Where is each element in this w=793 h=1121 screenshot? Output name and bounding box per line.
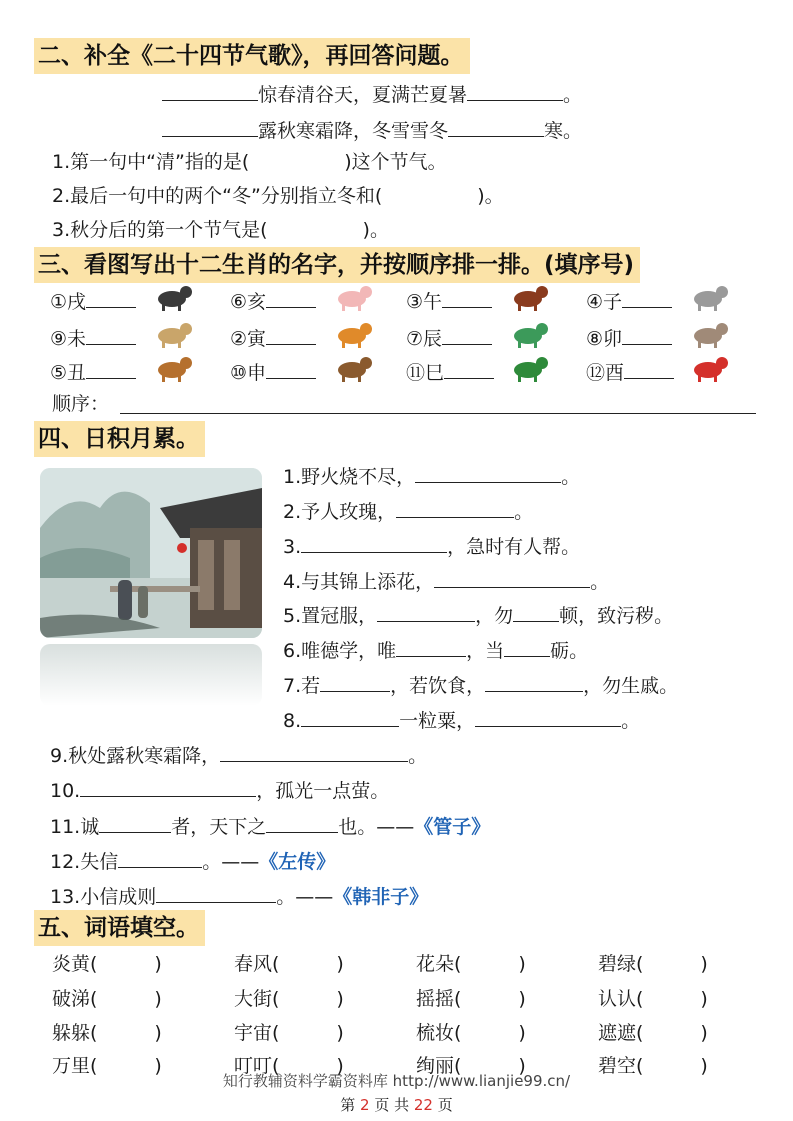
word-fill-item[interactable]: 春风( ) (234, 953, 344, 975)
answer-blank[interactable] (86, 324, 136, 345)
zodiac-label: ⑩申 (230, 362, 267, 384)
word-fill-item[interactable]: 碧空( ) (598, 1055, 708, 1077)
word-fill-item[interactable]: 认认( ) (598, 988, 708, 1010)
rat-icon (688, 281, 730, 313)
answer-blank[interactable] (220, 741, 408, 762)
zodiac-label: ⑤丑 (50, 362, 87, 384)
song-line-2: 露秋寒霜降，冬雪雪冬 寒。 (162, 116, 582, 143)
proverb-line-8: 8. 一粒粟， 。 (283, 706, 640, 733)
answer-blank[interactable] (467, 80, 563, 101)
answer-blank[interactable] (86, 358, 136, 379)
section-4-title: 四、日积月累。 (34, 421, 205, 457)
answer-blank[interactable] (475, 706, 621, 727)
answer-blank[interactable] (156, 882, 276, 903)
answer-blank[interactable] (80, 776, 256, 797)
proverb-line-13: 13.小信成则 。——《韩非子》 (50, 882, 428, 909)
answer-blank[interactable] (320, 671, 390, 692)
zodiac-item (406, 287, 492, 314)
rooster-icon (688, 352, 730, 384)
answer-blank[interactable] (162, 80, 258, 101)
dragon-icon (508, 318, 550, 350)
dog-icon (152, 281, 194, 313)
pig-icon (332, 281, 374, 313)
word-fill-item[interactable]: 叮叮( ) (234, 1055, 344, 1077)
tiger-icon (332, 318, 374, 350)
zodiac-item (586, 287, 672, 314)
proverb-line-12: 12.失信 。——《左传》 (50, 847, 335, 874)
proverb-line-5: 5.置冠服， ，勿 顿，致污秽。 (283, 601, 673, 628)
section-2-title: 二、补全《二十四节气歌》，再回答问题。 (34, 38, 470, 74)
answer-blank[interactable] (118, 847, 202, 868)
word-fill-item[interactable]: 摇摇( ) (416, 988, 526, 1010)
proverb-line-2: 2.予人玫瑰， 。 (283, 497, 533, 524)
zodiac-label: ⑥亥 (230, 291, 267, 313)
question-3: 3.秋分后的第一个节气是( )。 (52, 219, 389, 241)
source-guanzi: 《管子》 (414, 816, 491, 838)
zodiac-label: ②寅 (230, 328, 267, 350)
word-fill-item[interactable]: 炎黄( ) (52, 953, 162, 975)
proverb-line-3: 3. ，急时有人帮。 (283, 532, 580, 559)
answer-blank[interactable] (99, 812, 171, 833)
proverb-line-4: 4.与其锦上添花， 。 (283, 567, 609, 594)
zodiac-item (230, 358, 316, 385)
answer-blank[interactable] (485, 671, 583, 692)
monkey-icon (332, 352, 374, 384)
answer-blank[interactable] (444, 358, 494, 379)
section-3-title: 三、看图写出十二生肖的名字，并按顺序排一排。(填序号) (34, 247, 640, 283)
answer-blank[interactable] (86, 287, 136, 308)
word-fill-item[interactable]: 遮遮( ) (598, 1022, 708, 1044)
word-fill-item[interactable]: 破涕( ) (52, 988, 162, 1010)
zodiac-label: ⑦辰 (406, 328, 443, 350)
song-line-1: 惊春清谷天，夏满芒夏暑 。 (162, 80, 582, 107)
proverb-line-6: 6.唯德学，唯 ，当 砺。 (283, 636, 588, 663)
proverb-line-10: 10. ，孤光一点萤。 (50, 776, 389, 803)
answer-blank[interactable] (396, 497, 514, 518)
zodiac-item (406, 324, 492, 351)
word-fill-item[interactable]: 花朵( ) (416, 953, 526, 975)
word-fill-item[interactable]: 万里( ) (52, 1055, 162, 1077)
zodiac-item (586, 358, 674, 385)
order-label: 顺序： (52, 393, 110, 415)
question-1: 1.第一句中“清”指的是( )这个节气。 (52, 151, 447, 173)
horse-icon (508, 281, 550, 313)
answer-blank[interactable] (622, 324, 672, 345)
proverb-line-9: 9.秋处露秋寒霜降， 。 (50, 741, 427, 768)
answer-blank[interactable] (266, 358, 316, 379)
answer-blank[interactable] (162, 116, 258, 137)
zodiac-label: ⑫酉 (586, 362, 625, 384)
zodiac-item (586, 324, 672, 351)
zodiac-label: ⑧卯 (586, 328, 623, 350)
page-number: 第 2 页 共 22 页 (340, 1096, 453, 1114)
section-5-title: 五、词语填空。 (34, 910, 205, 946)
answer-blank[interactable] (624, 358, 674, 379)
zodiac-item (230, 287, 316, 314)
zodiac-label: ⑪巳 (406, 362, 445, 384)
order-answer-line[interactable] (120, 413, 756, 414)
zodiac-item (50, 358, 136, 385)
answer-blank[interactable] (504, 636, 550, 657)
answer-blank[interactable] (442, 287, 492, 308)
answer-blank[interactable] (622, 287, 672, 308)
proverb-line-11: 11.诚 者，天下之 也。——《管子》 (50, 812, 490, 839)
answer-blank[interactable] (415, 462, 561, 483)
answer-blank[interactable] (301, 706, 399, 727)
answer-blank[interactable] (266, 287, 316, 308)
zodiac-item (406, 358, 494, 385)
answer-blank[interactable] (442, 324, 492, 345)
proverb-line-1: 1.野火烧不尽， 。 (283, 462, 580, 489)
answer-blank[interactable] (448, 116, 544, 137)
zodiac-label: ①戌 (50, 291, 87, 313)
zodiac-item (50, 287, 136, 314)
question-2: 2.最后一句中的两个“冬”分别指立冬和( )。 (52, 185, 504, 207)
zodiac-item (50, 324, 136, 351)
snake-icon (508, 352, 550, 384)
ox-icon (152, 352, 194, 384)
word-fill-item[interactable]: 碧绿( ) (598, 953, 708, 975)
image-reflection (40, 644, 262, 706)
zodiac-label: ⑨未 (50, 328, 87, 350)
answer-blank[interactable] (266, 812, 338, 833)
answer-blank[interactable] (377, 601, 475, 622)
answer-blank[interactable] (396, 636, 466, 657)
answer-blank[interactable] (266, 324, 316, 345)
answer-blank[interactable] (434, 567, 590, 588)
zodiac-label: ④子 (586, 291, 623, 313)
word-fill-item[interactable]: 大街( ) (234, 988, 344, 1010)
rabbit-icon (688, 318, 730, 350)
goat-icon (152, 318, 194, 350)
zodiac-item (230, 324, 316, 351)
ink-painting-image (40, 468, 262, 638)
source-hanfeizi: 《韩非子》 (333, 886, 429, 908)
source-zuozhuan: 《左传》 (259, 851, 336, 873)
answer-blank[interactable] (301, 532, 447, 553)
zodiac-label: ③午 (406, 291, 443, 313)
answer-blank[interactable] (513, 601, 559, 622)
word-fill-item[interactable]: 绚丽( ) (416, 1055, 526, 1077)
word-fill-item[interactable]: 宇宙( ) (234, 1022, 344, 1044)
word-fill-item[interactable]: 躲躲( ) (52, 1022, 162, 1044)
watermark-text: 知行教辅资料学霸资料库 http://www.lianjie99.cn/ (222, 1072, 571, 1090)
proverb-line-7: 7.若 ，若饮食， ，勿生戚。 (283, 671, 678, 698)
word-fill-item[interactable]: 梳妆( ) (416, 1022, 526, 1044)
